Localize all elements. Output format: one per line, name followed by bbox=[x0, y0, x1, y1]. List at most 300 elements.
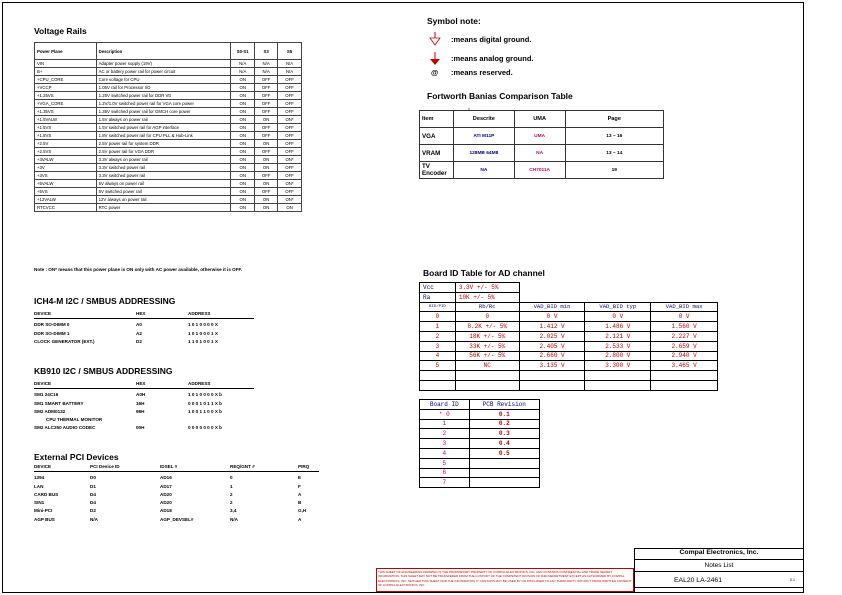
voltage-cell: OFF bbox=[255, 100, 278, 108]
voltage-cell: ON bbox=[231, 84, 255, 92]
comparison-cell: VGA bbox=[420, 128, 454, 145]
comparison-star: * bbox=[468, 108, 470, 114]
ich4m-cell: A2 bbox=[136, 330, 142, 336]
revision: 0.1 bbox=[790, 578, 795, 582]
voltage-cell: +1.25VS bbox=[35, 92, 97, 100]
pci-cell: Mini-PCI bbox=[34, 508, 53, 514]
board-id-cell bbox=[585, 371, 651, 381]
pci-cell: 1394 bbox=[34, 475, 45, 481]
voltage-row bbox=[35, 100, 302, 108]
kb910-header-cell: HEX bbox=[136, 381, 146, 386]
ich4m-row bbox=[34, 321, 254, 329]
ich4m-header-row bbox=[34, 310, 254, 318]
board-id-cell: 2.533 V bbox=[585, 341, 651, 351]
board-id-cell: 56K +/- 5% bbox=[455, 351, 519, 361]
voltage-cell: ON bbox=[231, 148, 255, 156]
ich4m-header-cell: HEX bbox=[136, 311, 146, 316]
voltage-cell: +CPU_CORE bbox=[35, 76, 97, 84]
sheet-title: Notes List bbox=[704, 562, 734, 569]
reserved-text: :means reserved. bbox=[451, 68, 513, 77]
voltage-cell: OFF bbox=[278, 148, 302, 156]
voltage-cell: +1.5VALW bbox=[35, 116, 97, 124]
voltage-cell: 1.05V rail for Processor I/O bbox=[96, 84, 231, 92]
board-id-row bbox=[420, 380, 718, 390]
digital-ground-icon bbox=[429, 32, 441, 46]
voltage-cell: ON bbox=[231, 132, 255, 140]
board-id-cell: 3.465 V bbox=[651, 361, 718, 371]
pci-cell: D0 bbox=[90, 475, 96, 481]
voltage-cell: +VGA_CORE bbox=[35, 100, 97, 108]
pci-cell: B bbox=[298, 500, 302, 506]
pci-cell: 3,4 bbox=[230, 508, 237, 514]
voltage-cell: ON bbox=[255, 140, 278, 148]
board-id-cell: 2.659 V bbox=[651, 341, 718, 351]
board-id-cell bbox=[455, 371, 519, 381]
voltage-cell: ON bbox=[278, 204, 302, 212]
pci-header-cell: PIRQ bbox=[298, 464, 310, 469]
reserved-symbol: @ bbox=[431, 68, 439, 77]
board-id-cell: 0 V bbox=[519, 312, 585, 322]
voltage-cell: ON bbox=[231, 140, 255, 148]
ich4m-cell: CLOCK GENERATOR (EXT.) bbox=[34, 338, 95, 344]
pci-header-row bbox=[34, 463, 319, 471]
voltage-cell: ON bbox=[255, 204, 278, 212]
voltage-cell: 1.25V switched power rail for DDR Vtt bbox=[96, 92, 231, 100]
voltage-row bbox=[35, 196, 302, 204]
board-rev-cell bbox=[469, 458, 539, 468]
voltage-cell: ON* bbox=[278, 116, 302, 124]
title-block bbox=[374, 548, 804, 593]
board-id-header-cell: VAD_BID typ bbox=[585, 302, 651, 312]
board-id-cell: 1.560 V bbox=[651, 322, 718, 332]
board-id-cell: NC bbox=[455, 361, 519, 371]
voltage-row bbox=[35, 76, 302, 84]
comparison-cell: VRAM bbox=[420, 145, 454, 162]
board-id-cell: 2 bbox=[420, 331, 456, 341]
board-id-header-row bbox=[420, 302, 718, 312]
board-id-cell: 18K +/- 5% bbox=[455, 331, 519, 341]
ich4m-cell: D2 bbox=[136, 338, 142, 344]
kb910-header-row bbox=[34, 380, 254, 388]
pci-cell: AD16 bbox=[160, 475, 172, 481]
board-rev-cell: 3 bbox=[420, 439, 470, 449]
kb910-header-cell: DEVICE bbox=[34, 381, 52, 386]
voltage-cell: B+ bbox=[35, 68, 97, 76]
board-id-row bbox=[420, 371, 718, 381]
board-rev-header-cell: Board ID bbox=[420, 400, 470, 410]
pci-header-cell: IDSEL # bbox=[160, 464, 178, 469]
pci-cell: AD17 bbox=[160, 483, 172, 489]
comparison-cell: NA bbox=[453, 162, 514, 179]
voltage-cell: +3VALW bbox=[35, 156, 97, 164]
voltage-cell: +3VS bbox=[35, 172, 97, 180]
voltage-cell: OFF bbox=[255, 132, 278, 140]
ich4m-list bbox=[34, 310, 254, 346]
board-rev-cell: * 0 bbox=[420, 409, 470, 419]
voltage-cell: ON bbox=[255, 196, 278, 204]
voltage-cell: OFF bbox=[278, 172, 302, 180]
voltage-cell: +1.8VS bbox=[35, 132, 97, 140]
board-rev-header-row bbox=[420, 400, 540, 410]
pci-header-cell: REQ/GNT # bbox=[230, 464, 255, 469]
pci-cell: 1 bbox=[230, 483, 233, 489]
voltage-cell: OFF bbox=[278, 164, 302, 172]
comparison-title: Fortworth Banias Comparison Table bbox=[427, 91, 573, 101]
board-id-cell: 0 bbox=[455, 312, 519, 322]
voltage-cell: N/A bbox=[231, 68, 255, 76]
kb910-row bbox=[34, 400, 254, 408]
voltage-rails-table bbox=[34, 42, 302, 212]
voltage-cell: OFF bbox=[255, 124, 278, 132]
pci-header-cell: DEVICE bbox=[34, 464, 52, 469]
kb910-cell: 1 0 1 0 0 0 0 X b bbox=[188, 392, 222, 398]
comparison-header-cell: Page bbox=[565, 111, 663, 128]
voltage-cell: OFF bbox=[278, 108, 302, 116]
board-id-cell: 3.300 V bbox=[585, 361, 651, 371]
comparison-header-cell: Descrite bbox=[453, 111, 514, 128]
voltage-cell: OFF bbox=[255, 84, 278, 92]
voltage-cell: 1.5V switched power rail for AGP interface bbox=[96, 124, 231, 132]
ich4m-cell: 1 1 0 1 0 0 1 X bbox=[188, 338, 218, 344]
voltage-note: Note : ON* means that this power plane is ON only with AC power available, otherwise it is OFF. bbox=[34, 267, 243, 272]
voltage-cell: +1.5VS bbox=[35, 124, 97, 132]
ich4m-header-cell: ADDRESS bbox=[188, 311, 211, 316]
board-id-cell: 33K +/- 5% bbox=[455, 341, 519, 351]
board-rev-row bbox=[420, 429, 540, 439]
board-id-header-cell: Rb/Rc bbox=[455, 302, 519, 312]
pci-list bbox=[34, 463, 319, 524]
voltage-cell: +1.35VS bbox=[35, 108, 97, 116]
board-id-cell: 0 V bbox=[651, 312, 718, 322]
board-id-cell: 8.2K +/- 5% bbox=[455, 322, 519, 332]
voltage-row bbox=[35, 156, 302, 164]
voltage-cell: 1.8V switched power rail for CPU PLL & Hub-Link bbox=[96, 132, 231, 140]
voltage-cell: OFF bbox=[278, 92, 302, 100]
voltage-cell: OFF bbox=[255, 108, 278, 116]
voltage-cell: 3.3V always on power rail bbox=[96, 156, 231, 164]
board-id-row bbox=[420, 351, 718, 361]
board-rev-cell: 1 bbox=[420, 419, 470, 429]
voltage-row bbox=[35, 108, 302, 116]
board-rev-cell: 0.3 bbox=[469, 429, 539, 439]
kb910-header-cell: ADDRESS bbox=[188, 381, 211, 386]
pci-header-rule bbox=[34, 471, 319, 472]
voltage-cell: N/A bbox=[255, 68, 278, 76]
ich4m-cell: DDR SO-DIMM 1 bbox=[34, 330, 70, 336]
voltage-row bbox=[35, 204, 302, 212]
voltage-row bbox=[35, 116, 302, 124]
board-id-title: Board ID Table for AD channel bbox=[423, 268, 545, 278]
voltage-cell: 1.2V/1.0V switched power rail for VGA core power bbox=[96, 100, 231, 108]
ra-value: 10K +/- 5% bbox=[455, 292, 519, 302]
board-id-cell: 0 V bbox=[585, 312, 651, 322]
comparison-cell: 13 ~ 16 bbox=[565, 128, 663, 145]
pci-cell: SIN1 bbox=[34, 500, 45, 506]
voltage-cell: ON* bbox=[278, 180, 302, 188]
comparison-header-cell: Item bbox=[420, 111, 454, 128]
voltage-row bbox=[35, 92, 302, 100]
analog-ground-icon bbox=[429, 52, 441, 66]
board-id-cell: 2.227 V bbox=[651, 331, 718, 341]
kb910-cell: SM2 ALC250 AUDIO CODEC bbox=[34, 425, 96, 431]
board-id-cell: 2.025 V bbox=[519, 331, 585, 341]
board-id-cell: 2.940 V bbox=[651, 351, 718, 361]
ich4m-row bbox=[34, 330, 254, 338]
voltage-header-cell: S0-S1 bbox=[231, 43, 255, 60]
voltage-cell: 1.5V always on power rail bbox=[96, 116, 231, 124]
board-rev-row bbox=[420, 448, 540, 458]
board-id-cell bbox=[585, 380, 651, 390]
voltage-cell: ON bbox=[231, 108, 255, 116]
board-id-cell: 5 bbox=[420, 361, 456, 371]
board-id-cell: 3 bbox=[420, 341, 456, 351]
kb910-cell: 98H bbox=[136, 408, 145, 414]
board-rev-row bbox=[420, 419, 540, 429]
voltage-cell: OFF bbox=[278, 76, 302, 84]
kb910-cell: 16H bbox=[136, 400, 145, 406]
board-id-row bbox=[420, 331, 718, 341]
pci-cell: E bbox=[298, 475, 302, 481]
ich4m-header-rule bbox=[34, 318, 254, 319]
pci-cell: LAN bbox=[34, 483, 44, 489]
ra-label: Ra bbox=[420, 292, 456, 302]
board-id-cell: 3.135 V bbox=[519, 361, 585, 371]
vcc-label: Vcc bbox=[420, 283, 456, 293]
kb910-row bbox=[34, 424, 254, 432]
pci-cell: AGP BUS bbox=[34, 516, 55, 522]
comparison-row bbox=[420, 128, 664, 145]
kb910-cell: SM1 SMART BATTERY bbox=[34, 400, 84, 406]
board-revision-table bbox=[419, 399, 540, 488]
comparison-cell: NA bbox=[514, 145, 565, 162]
board-rev-row bbox=[420, 439, 540, 449]
voltage-row bbox=[35, 148, 302, 156]
board-rev-row bbox=[420, 458, 540, 468]
board-id-table bbox=[419, 282, 718, 391]
pci-cell: AD18 bbox=[160, 508, 172, 514]
comparison-row bbox=[420, 162, 664, 179]
kb910-row bbox=[34, 416, 254, 424]
kb910-title: KB910 I2C / SMBUS ADDRESSING bbox=[34, 366, 173, 376]
voltage-cell: OFF bbox=[278, 132, 302, 140]
pci-header-cell: PCI Device ID bbox=[90, 464, 120, 469]
kb910-row bbox=[34, 391, 254, 399]
voltage-row bbox=[35, 172, 302, 180]
voltage-rails-title: Voltage Rails bbox=[34, 26, 87, 36]
kb910-cell: SM2 ADM0132 bbox=[34, 408, 66, 414]
board-rev-cell: 6 bbox=[420, 468, 470, 478]
analog-ground-text: :means analog ground. bbox=[451, 54, 534, 63]
voltage-row bbox=[35, 84, 302, 92]
board-id-cell: 1.412 V bbox=[519, 322, 585, 332]
board-id-cell: 0 bbox=[420, 312, 456, 322]
kb910-cell: SM1 24C16 bbox=[34, 392, 59, 398]
board-rev-row bbox=[420, 409, 540, 419]
ich4m-cell: A0 bbox=[136, 322, 142, 328]
voltage-cell: RTC power bbox=[96, 204, 231, 212]
voltage-row bbox=[35, 124, 302, 132]
voltage-row bbox=[35, 132, 302, 140]
board-rev-row bbox=[420, 468, 540, 478]
voltage-cell: ON bbox=[231, 76, 255, 84]
board-id-cell bbox=[420, 380, 456, 390]
voltage-cell: +VCCP bbox=[35, 84, 97, 92]
comparison-cell: UMA bbox=[514, 128, 565, 145]
board-id-cell bbox=[519, 371, 585, 381]
comparison-row bbox=[420, 145, 664, 162]
kb910-list bbox=[34, 380, 254, 433]
voltage-row bbox=[35, 140, 302, 148]
pci-cell: 0 bbox=[230, 475, 233, 481]
voltage-cell: +3V bbox=[35, 164, 97, 172]
confidential-text: THIS SHEET OF ENGINEERING DRAWING IS THE PROPRIETARY PROPERTY OF COMPAL ELECTRONICS, INC. AND CONTAINS CONFIDENTIAL AND TRADE SECRET INFORMATION. THIS SHEET MAY NOT BE TRANSFERED FROM THE CUSTODY OF THE COMPETENT DIVISION OF R&D DEPARTMENT EXCEPT AS AUTHORIZED BY COMPAL ELECTRONICS, INC. NEITHER THIS SHEET NOR THE INFORMATION IT CONTAINS MAY BE USED BY OR DISCLOSED TO ANY THIRD PARTY WITHOUT PRIOR WRITTEN CONSENT OF COMPAL ELECTRONICS, INC. bbox=[378, 570, 632, 587]
voltage-header-cell: S5 bbox=[278, 43, 302, 60]
pci-title: External PCI Devices bbox=[34, 452, 119, 462]
voltage-cell: ON bbox=[231, 124, 255, 132]
board-id-cell: 4 bbox=[420, 351, 456, 361]
voltage-row bbox=[35, 180, 302, 188]
symbol-note-title: Symbol note: bbox=[427, 16, 481, 26]
voltage-cell: ON* bbox=[278, 156, 302, 164]
voltage-cell: N/A bbox=[231, 60, 255, 68]
voltage-cell: 1.35V switched power rail for GMCH core power bbox=[96, 108, 231, 116]
board-id-cell: 2.660 V bbox=[519, 351, 585, 361]
comparison-cell: CH7011A bbox=[514, 162, 565, 179]
board-rev-cell: 5 bbox=[420, 458, 470, 468]
board-rev-cell: 4 bbox=[420, 448, 470, 458]
board-rev-cell bbox=[469, 468, 539, 478]
voltage-cell: ON bbox=[231, 196, 255, 204]
voltage-row bbox=[35, 68, 302, 76]
pci-cell: N/A bbox=[230, 516, 238, 522]
board-id-row bbox=[420, 341, 718, 351]
pci-cell: D4 bbox=[90, 491, 96, 497]
voltage-cell: ON bbox=[255, 164, 278, 172]
voltage-cell: ON bbox=[231, 180, 255, 188]
pci-cell: F bbox=[298, 483, 301, 489]
kb910-cell: 00H bbox=[136, 425, 145, 431]
pci-row bbox=[34, 491, 319, 499]
ich4m-header-cell: DEVICE bbox=[34, 311, 52, 316]
kb910-cell: 0 0 0 1 0 1 1 X b bbox=[188, 400, 222, 406]
board-rev-row bbox=[420, 478, 540, 488]
voltage-cell: ON bbox=[231, 172, 255, 180]
voltage-cell: 5V switched power rail bbox=[96, 188, 231, 196]
comparison-header-row bbox=[420, 111, 664, 128]
pci-row bbox=[34, 507, 319, 515]
comparison-cell: ATI M11P bbox=[453, 128, 514, 145]
board-id-cell: 2.405 V bbox=[519, 341, 585, 351]
board-id-row bbox=[420, 361, 718, 371]
comparison-cell: 19 bbox=[565, 162, 663, 179]
comparison-cell: TV Encoder bbox=[420, 162, 454, 179]
pci-row bbox=[34, 516, 319, 524]
voltage-cell: +2.5VS bbox=[35, 148, 97, 156]
voltage-cell: OFF bbox=[255, 148, 278, 156]
comparison-header-cell: UMA bbox=[514, 111, 565, 128]
board-rev-cell: 0.1 bbox=[469, 409, 539, 419]
voltage-row bbox=[35, 60, 302, 68]
voltage-cell: OFF bbox=[278, 140, 302, 148]
pci-cell: D2 bbox=[90, 508, 96, 514]
pci-row bbox=[34, 499, 319, 507]
voltage-cell: N/A bbox=[255, 60, 278, 68]
kb910-cell: CPU THERMAL MONITOR bbox=[46, 417, 103, 423]
board-id-cell: 2.800 V bbox=[585, 351, 651, 361]
voltage-cell: AC or battery power rail for power circuit bbox=[96, 68, 231, 76]
board-id-cell bbox=[420, 371, 456, 381]
pci-cell: CARD BUS bbox=[34, 491, 59, 497]
voltage-cell: ON bbox=[231, 188, 255, 196]
document-number: EAL20 LA-2461 bbox=[674, 577, 722, 584]
voltage-cell: ON* bbox=[278, 196, 302, 204]
board-rev-cell: 0.5 bbox=[469, 448, 539, 458]
board-rev-cell: 2 bbox=[420, 429, 470, 439]
company-name: Compal Electronics, Inc. bbox=[679, 549, 759, 556]
voltage-cell: VIN bbox=[35, 60, 97, 68]
ich4m-cell: 1 0 1 0 0 0 1 X bbox=[188, 330, 218, 336]
kb910-cell: 1 0 0 1 1 0 0 X b bbox=[188, 408, 222, 414]
board-id-cell: 1.486 V bbox=[585, 322, 651, 332]
voltage-cell: ON bbox=[231, 156, 255, 164]
ich4m-cell: 1 0 1 0 0 0 0 X bbox=[188, 322, 218, 328]
voltage-cell: ON bbox=[231, 204, 255, 212]
voltage-row bbox=[35, 164, 302, 172]
voltage-row bbox=[35, 188, 302, 196]
voltage-cell: ON bbox=[255, 180, 278, 188]
voltage-cell: ON bbox=[231, 116, 255, 124]
board-rev-header-cell: PCB Revision bbox=[469, 400, 539, 410]
pci-cell: A bbox=[298, 491, 302, 497]
kb910-cell: A0H bbox=[136, 392, 146, 398]
voltage-cell: OFF bbox=[278, 84, 302, 92]
comparison-table bbox=[419, 110, 664, 179]
voltage-cell: N/A bbox=[278, 68, 302, 76]
pci-cell: D4 bbox=[90, 500, 96, 506]
voltage-cell: +5VS bbox=[35, 188, 97, 196]
voltage-cell: 12V always on power rail bbox=[96, 196, 231, 204]
voltage-header-row bbox=[35, 43, 302, 60]
voltage-cell: +5VALW bbox=[35, 180, 97, 188]
board-id-row bbox=[420, 322, 718, 332]
voltage-header-cell: Power Plane bbox=[35, 43, 97, 60]
ich4m-title: ICH4-M I2C / SMBUS ADDRESSING bbox=[34, 296, 176, 306]
board-id-cell bbox=[519, 380, 585, 390]
board-id-cell: 1 bbox=[420, 322, 456, 332]
board-rev-cell: 0.2 bbox=[469, 419, 539, 429]
board-id-cell: 2.121 V bbox=[585, 331, 651, 341]
pci-cell: AGP_DEVSEL# bbox=[160, 516, 194, 522]
voltage-cell: OFF bbox=[255, 92, 278, 100]
comparison-cell: 13 ~ 14 bbox=[565, 145, 663, 162]
board-id-cell bbox=[651, 371, 718, 381]
symbol-notes bbox=[427, 32, 627, 82]
board-rev-cell: 7 bbox=[420, 478, 470, 488]
title-rule-2 bbox=[634, 571, 804, 572]
pci-row bbox=[34, 483, 319, 491]
pci-cell: AD20 bbox=[160, 491, 172, 497]
voltage-header-cell: S3 bbox=[255, 43, 278, 60]
voltage-cell: OFF bbox=[255, 188, 278, 196]
comparison-cell: 128MB 64M8 bbox=[453, 145, 514, 162]
ich4m-row bbox=[34, 338, 254, 346]
voltage-cell: RTCVCC bbox=[35, 204, 97, 212]
pci-cell: D1 bbox=[90, 483, 96, 489]
voltage-cell: ON bbox=[231, 164, 255, 172]
kb910-header-rule bbox=[34, 388, 254, 389]
voltage-cell: OFF bbox=[278, 188, 302, 196]
board-id-row bbox=[420, 312, 718, 322]
